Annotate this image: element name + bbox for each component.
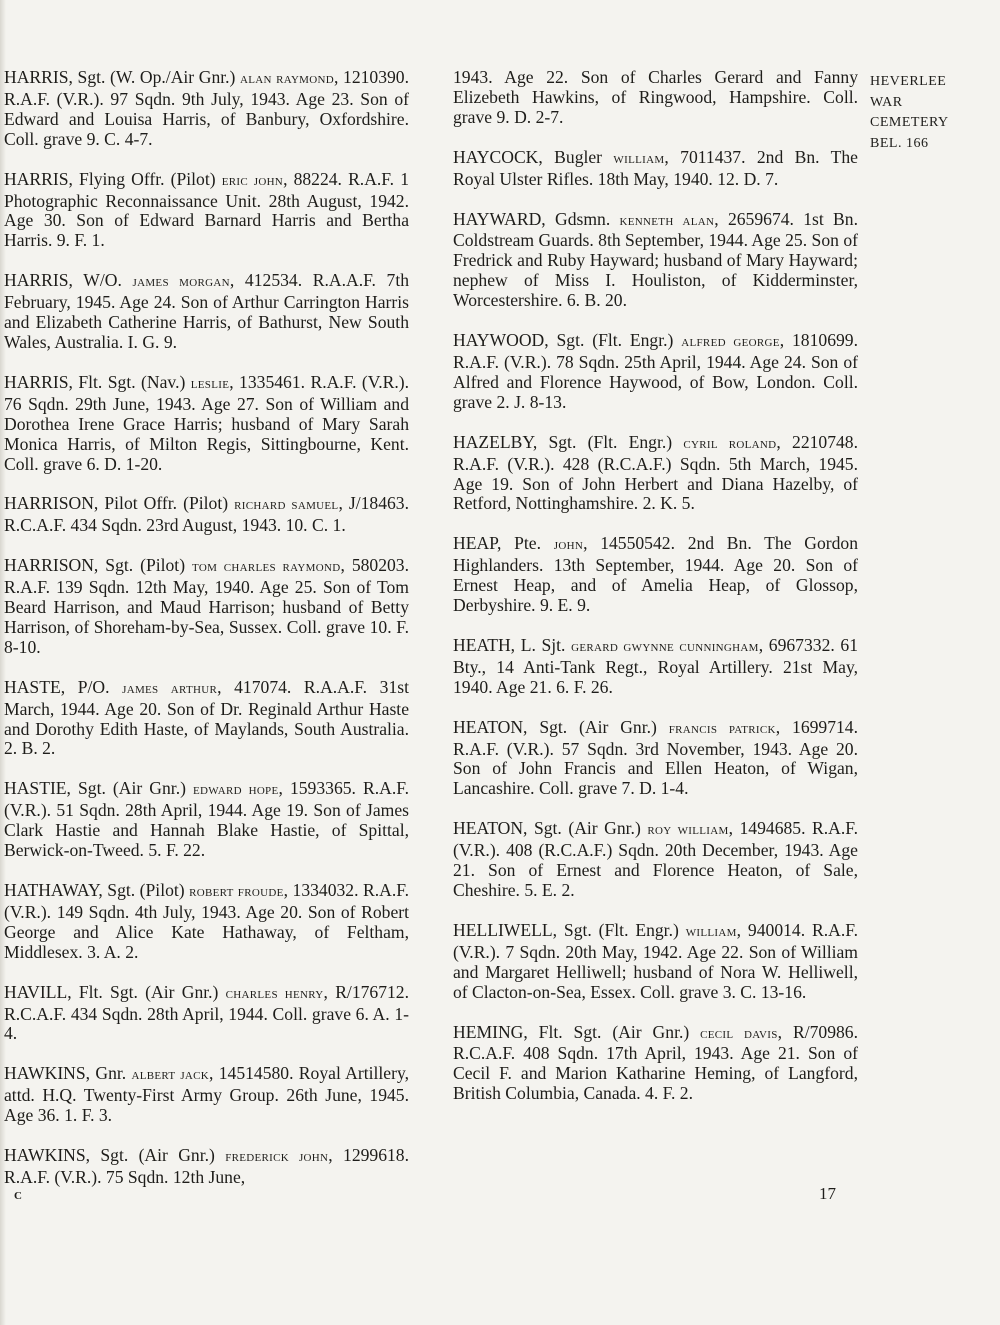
- register-entry: [4, 881, 409, 963]
- register-entry: [4, 678, 409, 760]
- entry-rank: Gdsmn.: [545, 208, 620, 229]
- entry-surname: HAWKINS,: [4, 1063, 91, 1084]
- margin-note-line: WAR: [870, 94, 903, 110]
- page-number: 17: [819, 1184, 836, 1203]
- register-entry-continued: [453, 68, 858, 128]
- entry-given-names: albert jack: [131, 1067, 210, 1084]
- entry-surname: HEATON,: [453, 818, 528, 839]
- entry-given-names: cecil davis: [700, 1025, 778, 1042]
- register-entry: [453, 210, 858, 312]
- register-entry: [4, 170, 409, 252]
- entry-given-names: william: [685, 923, 737, 940]
- cemetery-margin-note: [870, 72, 995, 154]
- register-entry: [4, 373, 409, 475]
- entry-given-names: tom charles raymond: [192, 559, 341, 576]
- entry-rank: Flt. Sgt. (Nav.): [72, 371, 191, 392]
- left-column: [4, 68, 409, 1208]
- margin-note-line: BEL. 166: [870, 135, 929, 151]
- right-column: [453, 68, 858, 1124]
- entry-details: , 1810699. R.A.F. (V.R.). 78 Sqdn. 25th April, 1944. Age 24. Son of Alfred and Florence Haywood, of Bow, London. Coll. grave 2. J. 8-13.: [453, 330, 858, 412]
- register-entry: [453, 534, 858, 616]
- entry-given-names: francis patrick: [668, 720, 776, 737]
- entry-rank: L. Sjt.: [515, 634, 572, 655]
- register-entry: [4, 1064, 409, 1126]
- entry-details: , 1335461. R.A.F. (V.R.). 76 Sqdn. 29th June, 1943. Age 27. Son of William and Dorothea Irene Grace Harris; husband of Mary Sarah Monica Harris, of Milton Regis, Sittingbourne, Kent. Coll. grave 6. D. 1-20.: [4, 371, 409, 474]
- entry-details: , 14514580. Royal Artillery, attd. H.Q. Twenty-First Army Group. 26th June, 1945. Age 36. 1. F. 3.: [4, 1063, 409, 1126]
- entry-surname: HARRIS,: [4, 168, 73, 189]
- entry-given-names: charles henry: [225, 985, 324, 1002]
- entry-given-names: john: [553, 537, 584, 554]
- register-entry: [453, 636, 858, 698]
- entry-details: , 417074. R.A.A.F. 31st March, 1944. Age 20. Son of Dr. Reginald Arthur Haste and Dorothy Edith Haste, of Maylands, South Australia. 2. B. 2.: [4, 676, 409, 759]
- entry-details: , J/18463. R.C.A.F. 434 Sqdn. 23rd August, 1943. 10. C. 1.: [4, 493, 409, 536]
- register-entry: [4, 494, 409, 536]
- entry-given-names: roy william: [647, 822, 729, 839]
- margin-note-line: CEMETERY: [870, 115, 949, 130]
- entry-given-names: richard samuel: [234, 497, 339, 514]
- entry-surname: HEATH,: [453, 634, 516, 655]
- entry-details: , 1299618. R.A.F. (V.R.). 75 Sqdn. 12th June,: [4, 1145, 409, 1187]
- entry-given-names: alan raymond: [240, 71, 334, 87]
- entry-surname: HARRIS,: [4, 371, 73, 392]
- entry-rank: Sgt. (Pilot): [98, 555, 192, 576]
- entry-rank: Gnr.: [90, 1063, 132, 1084]
- entry-given-names: kenneth alan: [619, 212, 715, 229]
- register-entry: [453, 433, 858, 515]
- entry-details: , 7011437. 2nd Bn. The Royal Ulster Rifles. 18th May, 1940. 12. D. 7.: [453, 146, 858, 189]
- entry-surname: HAYWOOD,: [453, 330, 549, 351]
- register-entry: [4, 983, 409, 1045]
- entry-surname: HAWKINS,: [4, 1145, 91, 1166]
- entry-surname: HEATON,: [453, 716, 528, 737]
- entry-rank: Sgt. (Air Gnr.): [90, 1145, 226, 1166]
- entry-details: , 1494685. R.A.F. (V.R.). 408 (R.C.A.F.) Sqdn. 20th December, 1943. Age 21. Son of Ernest and Florence Heaton, of Sale, Cheshire. 5. E. 2.: [453, 818, 859, 900]
- entry-rank: Pte.: [501, 533, 554, 554]
- entry-rank: Sgt. (Flt. Engr.): [537, 431, 684, 452]
- register-entry: [453, 819, 858, 901]
- entry-rank: Flt. Sgt. (Air Gnr.): [71, 981, 226, 1002]
- entry-surname: HAVILL,: [4, 981, 72, 1002]
- register-entry: [453, 1023, 858, 1105]
- entry-details: , 6967332. 61 Bty., 14 Anti-Tank Regt., Royal Artillery. 21st May, 1940. Age 21. 6. F. 26.: [453, 634, 858, 697]
- entry-details: , 2210748. R.A.F. (V.R.). 428 (R.C.A.F.) Sqdn. 5th March, 1945. Age 19. Son of John Herbert and Diana Hazelby, of Retford, Nottinghamshire. 2. K. 5.: [453, 431, 858, 514]
- entry-rank: P/O.: [65, 676, 123, 697]
- entry-given-names: edward hope: [193, 782, 279, 799]
- entry-details: , R/70986. R.C.A.F. 408 Sqdn. 17th April, 1943. Age 21. Son of Cecil F. and Marion Katharine Heming, of Langford, British Columbia, Canada. 4. F. 2.: [453, 1021, 858, 1104]
- entry-rank: Sgt. (W. Op./Air Gnr.): [72, 67, 241, 87]
- register-entry: [4, 271, 409, 353]
- entry-given-names: eric john: [221, 172, 284, 189]
- entry-details: , 412534. R.A.A.F. 7th February, 1945. Age 24. Son of Arthur Carrington Harris and Elizabeth Catherine Harris, of Bathurst, New South Wales, Australia. I. G. 9.: [4, 270, 410, 352]
- entry-details: , 580203. R.A.F. 139 Sqdn. 12th May, 1940. Age 25. Son of Tom Beard Harrison, and Maud Harrison; husband of Betty Harrison, of Shoreham-by-Sea, Sussex. Coll. grave 10. F. 8-10.: [4, 555, 410, 657]
- register-entry: [453, 331, 858, 413]
- entry-rank: Sgt. (Air Gnr.): [527, 818, 648, 839]
- entry-given-names: james morgan: [132, 274, 230, 291]
- entry-surname: HATHAWAY,: [4, 880, 103, 900]
- entry-details: , 1699714. R.A.F. (V.R.). 57 Sqdn. 3rd November, 1943. Age 20. Son of John Francis and Ellen Heaton, of Wigan, Lancashire. Coll. grave 7. D. 1-4.: [453, 716, 859, 799]
- entry-details: , 2659674. 1st Bn. Coldstream Guards. 8th September, 1944. Age 25. Son of Fredrick and Ruby Hayward; husband of Mary Hayward; nephew of Miss I. Houliston, of Kidderminster, Worcestershire. 6. B. 20.: [453, 208, 858, 311]
- entry-given-names: robert froude: [189, 884, 284, 900]
- entry-given-names: william: [613, 150, 665, 167]
- register-entry: [4, 1146, 409, 1188]
- entry-given-names: leslie: [190, 375, 230, 392]
- entry-details: , 940014. R.A.F. (V.R.). 7 Sqdn. 20th May, 1942. Age 22. Son of William and Margaret Helliwell; husband of Nora W. Helliwell, of Clacton-on-Sea, Essex. Coll. grave 3. C. 13-16.: [453, 919, 858, 1002]
- entry-given-names: alfred george: [681, 334, 780, 351]
- entry-rank: Pilot Offr. (Pilot): [98, 493, 235, 514]
- entry-surname: HAYWARD,: [453, 208, 546, 229]
- register-entry: [453, 921, 858, 1003]
- entry-surname: HAYCOCK,: [453, 146, 543, 167]
- entry-rank: Sgt. (Flt. Engr.): [557, 919, 686, 940]
- register-entry: [453, 148, 858, 190]
- entry-details: , 88224. R.A.F. 1 Photographic Reconnaissance Unit. 28th August, 1942. Age 30. Son of Edward Barnard Harris and Bertha Harris. 9. F. 1.: [4, 168, 409, 251]
- entry-surname: HAZELBY,: [453, 431, 538, 452]
- entry-surname: HEMING,: [453, 1021, 528, 1042]
- entry-details: , 1334032. R.A.F. (V.R.). 149 Sqdn. 4th July, 1943. Age 20. Son of Robert George and Alice Kate Hathaway, of Feltham, Middlesex. 3. A. 2.: [4, 880, 410, 962]
- entry-surname: HASTE,: [4, 676, 66, 697]
- entry-rank: Flt. Sgt. (Air Gnr.): [527, 1021, 701, 1042]
- entry-rank: W/O.: [72, 270, 133, 291]
- entry-surname: HARRISON,: [4, 555, 99, 576]
- register-entry: [4, 779, 409, 861]
- entry-details: 1943. Age 22. Son of Charles Gerard and Fanny Elizebeth Hawkins, of Ringwood, Hampshire. Coll. grave 9. D. 2-7.: [453, 67, 858, 127]
- entry-surname: HARRIS,: [4, 67, 73, 87]
- entry-surname: HELLIWELL,: [453, 919, 558, 940]
- entry-given-names: frederick john: [225, 1149, 329, 1166]
- margin-note-line: HEVERLEE: [870, 74, 947, 89]
- entry-given-names: cyril roland: [683, 435, 777, 452]
- entry-rank: Sgt. (Flt. Engr.): [548, 330, 682, 351]
- register-entry: [4, 556, 409, 658]
- entry-given-names: james arthur: [122, 680, 218, 697]
- entry-rank: Bugler: [542, 146, 614, 167]
- entry-surname: HARRISON,: [4, 493, 99, 514]
- entry-surname: HARRIS,: [4, 270, 73, 291]
- entry-rank: Flying Offr. (Pilot): [72, 168, 222, 189]
- register-entry: [453, 718, 858, 800]
- entry-details: , 1210390. R.A.F. (V.R.). 97 Sqdn. 9th July, 1943. Age 23. Son of Edward and Louisa Harris, of Banbury, Oxfordshire. Coll. grave 9. C. 4-7.: [4, 67, 409, 149]
- entry-details: , R/176712. R.C.A.F. 434 Sqdn. 28th April, 1944. Coll. grave 6. A. 1-4.: [4, 981, 409, 1044]
- register-entry: [4, 68, 409, 150]
- signature-mark: c: [14, 1186, 22, 1203]
- entry-surname: HEAP,: [453, 533, 502, 554]
- entry-given-names: gerard gwynne cunningham: [571, 638, 759, 655]
- entry-details: , 1593365. R.A.F. (V.R.). 51 Sqdn. 28th April, 1944. Age 19. Son of James Clark Hastie and Hannah Blake Hastie, of Spittal, Berwick-on-Tweed. 5. F. 22.: [4, 778, 410, 861]
- entry-details: , 14550542. 2nd Bn. The Gordon Highlanders. 13th September, 1944. Age 20. Son of Ernest Heap, and of Amelia Heap, of Glossop, Derbyshire. 9. E. 9.: [453, 533, 858, 616]
- entry-rank: Sgt. (Air Gnr.): [527, 716, 669, 737]
- entry-rank: Sgt. (Pilot): [102, 880, 190, 900]
- entry-surname: HASTIE,: [4, 778, 71, 799]
- entry-rank: Sgt. (Air Gnr.): [70, 778, 194, 799]
